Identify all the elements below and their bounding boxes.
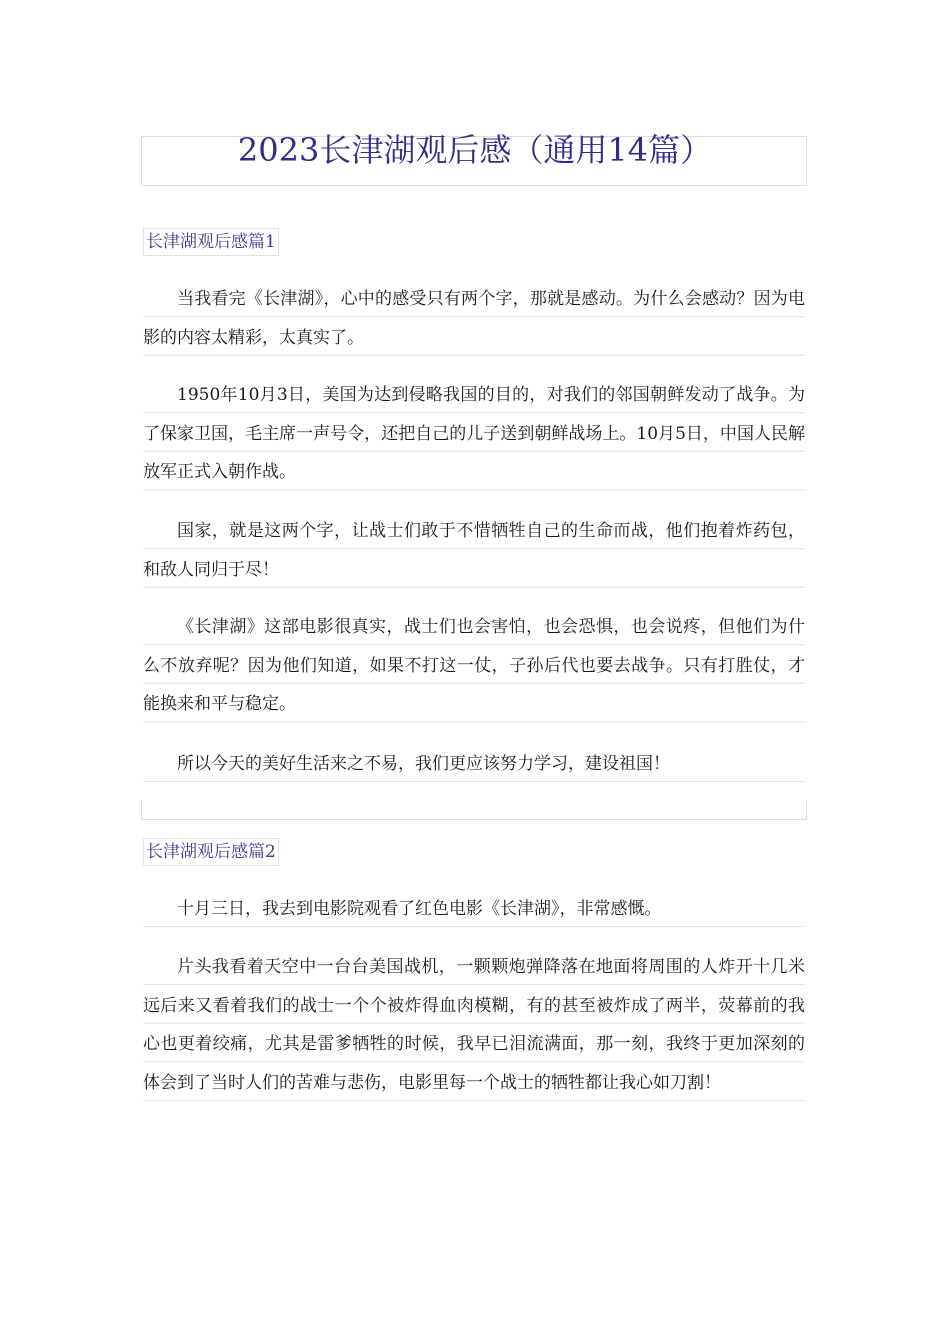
paragraph: 《长津湖》这部电影很真实，战士们也会害怕，也会恐惧，也会说疼，但他们为什么不放弃呢？因为他们知道，如果不打这一仗，子孙后代也要去战争。只有打胜仗，才能换来和平与稳定。 <box>143 608 805 724</box>
paragraph: 当我看完《长津湖》，心中的感受只有两个字，那就是感动。为什么会感动？因为电影的内容太精彩，太真实了。 <box>143 280 805 357</box>
paragraph: 国家，就是这两个字，让战士们敢于不惜牺牲自己的生命而战，他们抱着炸药包，和敌人同归于尽！ <box>143 512 805 589</box>
section-heading-2: 长津湖观后感篇2 <box>143 838 279 866</box>
document-title: 2023长津湖观后感（通用14篇） <box>237 131 713 169</box>
paragraph: 十月三日，我去到电影院观看了红色电影《长津湖》，非常感慨。 <box>143 890 805 929</box>
section-divider <box>141 800 807 820</box>
paragraph: 所以今天的美好生活来之不易，我们更应该努力学习，建设祖国！ <box>143 745 805 784</box>
section-heading-1: 长津湖观后感篇1 <box>143 228 279 256</box>
paragraph: 1950年10月3日，美国为达到侵略我国的目的，对我们的邻国朝鲜发动了战争。为了保家卫国，毛主席一声号令，还把自己的儿子送到朝鲜战场上。10月5日，中国人民解放军正式入朝作战。 <box>143 376 805 492</box>
paragraph: 片头我看着天空中一台台美国战机，一颗颗炮弹降落在地面将周围的人炸开十几米远后来又看着我们的战士一个个被炸得血肉模糊，有的甚至被炸成了两半，荧幕前的我心也更着绞痛，尤其是雷爹牺牲的时候，我早已泪流满面，那一刻，我终于更加深刻的体会到了当时人们的苦难与悲伤，电影里每一个战士的牺牲都让我心如刀割！ <box>143 948 805 1102</box>
